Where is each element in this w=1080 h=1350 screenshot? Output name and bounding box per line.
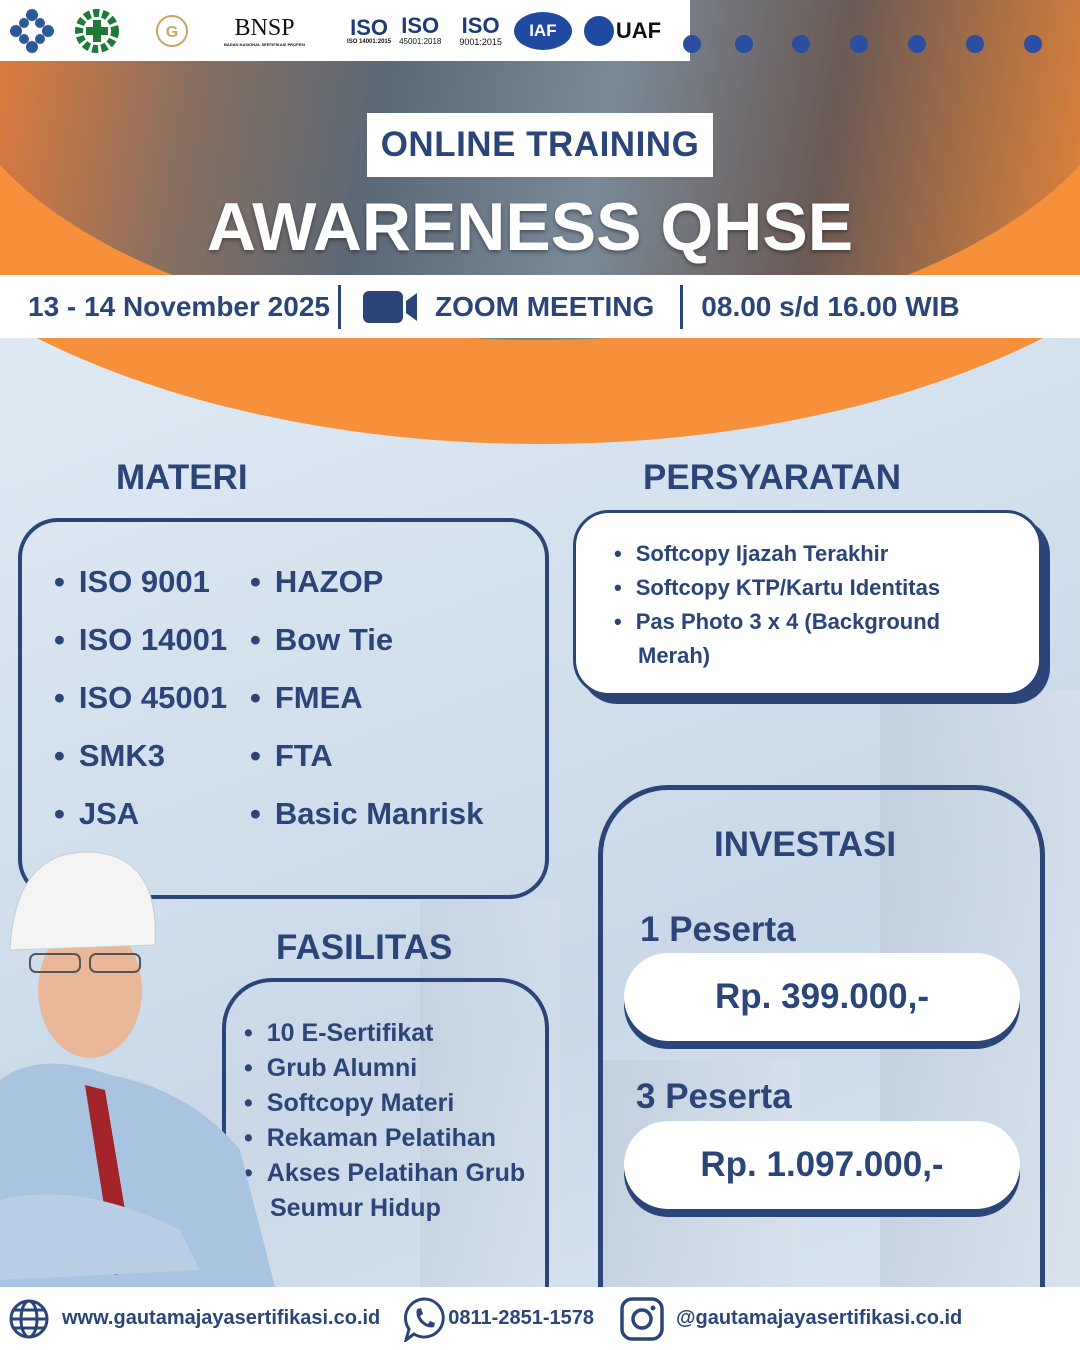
decor-dot (1024, 35, 1042, 53)
decor-dot (683, 35, 701, 53)
list-item: • ISO 9001 (54, 564, 227, 622)
list-item: • ISO 14001 (54, 622, 227, 680)
list-item: • ISO 45001 (54, 680, 227, 738)
list-item: • Softcopy KTP/Kartu Identitas (614, 571, 1014, 605)
globe-icon (584, 16, 614, 46)
bnsp-logo (224, 15, 305, 47)
logo-bar (0, 0, 690, 61)
investasi-heading: INVESTASI (714, 825, 897, 864)
iso-45001-logo (399, 15, 441, 46)
list-item: • 10 E-Sertifikat (244, 1016, 544, 1051)
materi-box (18, 518, 549, 899)
price-pill: Rp. 399.000,- (624, 953, 1020, 1041)
list-item: • Akses Pelatihan Grub Seumur Hidup (244, 1156, 544, 1226)
decor-dot (850, 35, 868, 53)
engineer-photo (0, 850, 280, 1287)
list-item: • Softcopy Ijazah Terakhir (614, 537, 1014, 571)
instagram-link[interactable] (620, 1297, 962, 1341)
iso-14001-logo (347, 14, 392, 45)
fasilitas-heading: FASILITAS (276, 928, 453, 967)
fasilitas-list (244, 1016, 544, 1226)
list-item: • Basic Manrisk (250, 796, 483, 854)
list-item: • Pas Photo 3 x 4 (Background Merah) (614, 605, 1014, 673)
instagram-text: @gautamajayasertifikasi.co.id (675, 1307, 963, 1329)
decor-dot (908, 35, 926, 53)
iaf-logo: IAF (514, 12, 572, 50)
iso-sub: 45001:2018 (399, 37, 442, 46)
list-item: • Softcopy Materi (244, 1086, 544, 1121)
persyaratan-list (614, 537, 1014, 673)
list-item: • FTA (250, 738, 483, 796)
footer (0, 1287, 1080, 1350)
list-item: • Bow Tie (250, 622, 483, 680)
decor-dot (792, 35, 810, 53)
uaf-text: UAF (615, 17, 662, 43)
decor-dot (735, 35, 753, 53)
uaf-logo (584, 16, 661, 46)
globe-icon (8, 1298, 50, 1340)
divider (338, 285, 341, 329)
website-text: www.gautamajayasertifikasi.co.id (62, 1307, 381, 1329)
instagram-icon (620, 1297, 664, 1341)
website-link[interactable] (8, 1298, 380, 1340)
video-camera-icon (363, 289, 419, 325)
phone-link[interactable] (402, 1296, 594, 1342)
list-item: • SMK3 (54, 738, 227, 796)
bnsp-text: BNSP (234, 14, 295, 41)
divider (680, 285, 683, 329)
list-item: • HAZOP (250, 564, 483, 622)
iso-9001-logo (459, 12, 502, 47)
persyaratan-box (573, 510, 1042, 696)
iso-sub: ISO 14001:2015 (347, 38, 392, 45)
online-training-label: ONLINE TRAINING (367, 113, 713, 177)
whatsapp-icon (402, 1296, 446, 1342)
tier-label: 3 Peserta (636, 1077, 792, 1116)
persyaratan-heading: PERSYARATAN (643, 458, 902, 497)
materi-list-2 (250, 564, 483, 854)
bnsp-subtext: BADAN NASIONAL SERTIFIKASI PROFESI (224, 41, 306, 47)
iso-sub: 9001:2015 (459, 36, 502, 47)
list-item: • JSA (54, 796, 227, 854)
kemnaker-logo (8, 7, 56, 55)
materi-list-1 (54, 564, 227, 854)
price-pill: Rp. 1.097.000,- (624, 1121, 1020, 1209)
training-title: AWARENESS QHSE (206, 189, 854, 265)
iso-text: ISO (401, 13, 440, 38)
svg-text:G: G (165, 23, 179, 41)
materi-heading: MATERI (116, 458, 248, 497)
event-date: 13 - 14 November 2025 (28, 290, 330, 322)
phone-text: 0811-2851-1578 (448, 1307, 594, 1329)
tier-label: 1 Peserta (640, 910, 796, 949)
iso-text: ISO (461, 12, 500, 38)
list-item: • FMEA (250, 680, 483, 738)
info-strip (0, 275, 1080, 338)
decor-dot (966, 35, 984, 53)
event-time: 08.00 s/d 16.00 WIB (701, 290, 960, 322)
iso-text: ISO (350, 14, 389, 40)
platform-label: ZOOM MEETING (434, 290, 655, 322)
list-item: • Rekaman Pelatihan (244, 1121, 544, 1156)
company-logo (152, 11, 192, 51)
list-item: • Grub Alumni (244, 1051, 544, 1086)
k3-logo (74, 8, 120, 54)
